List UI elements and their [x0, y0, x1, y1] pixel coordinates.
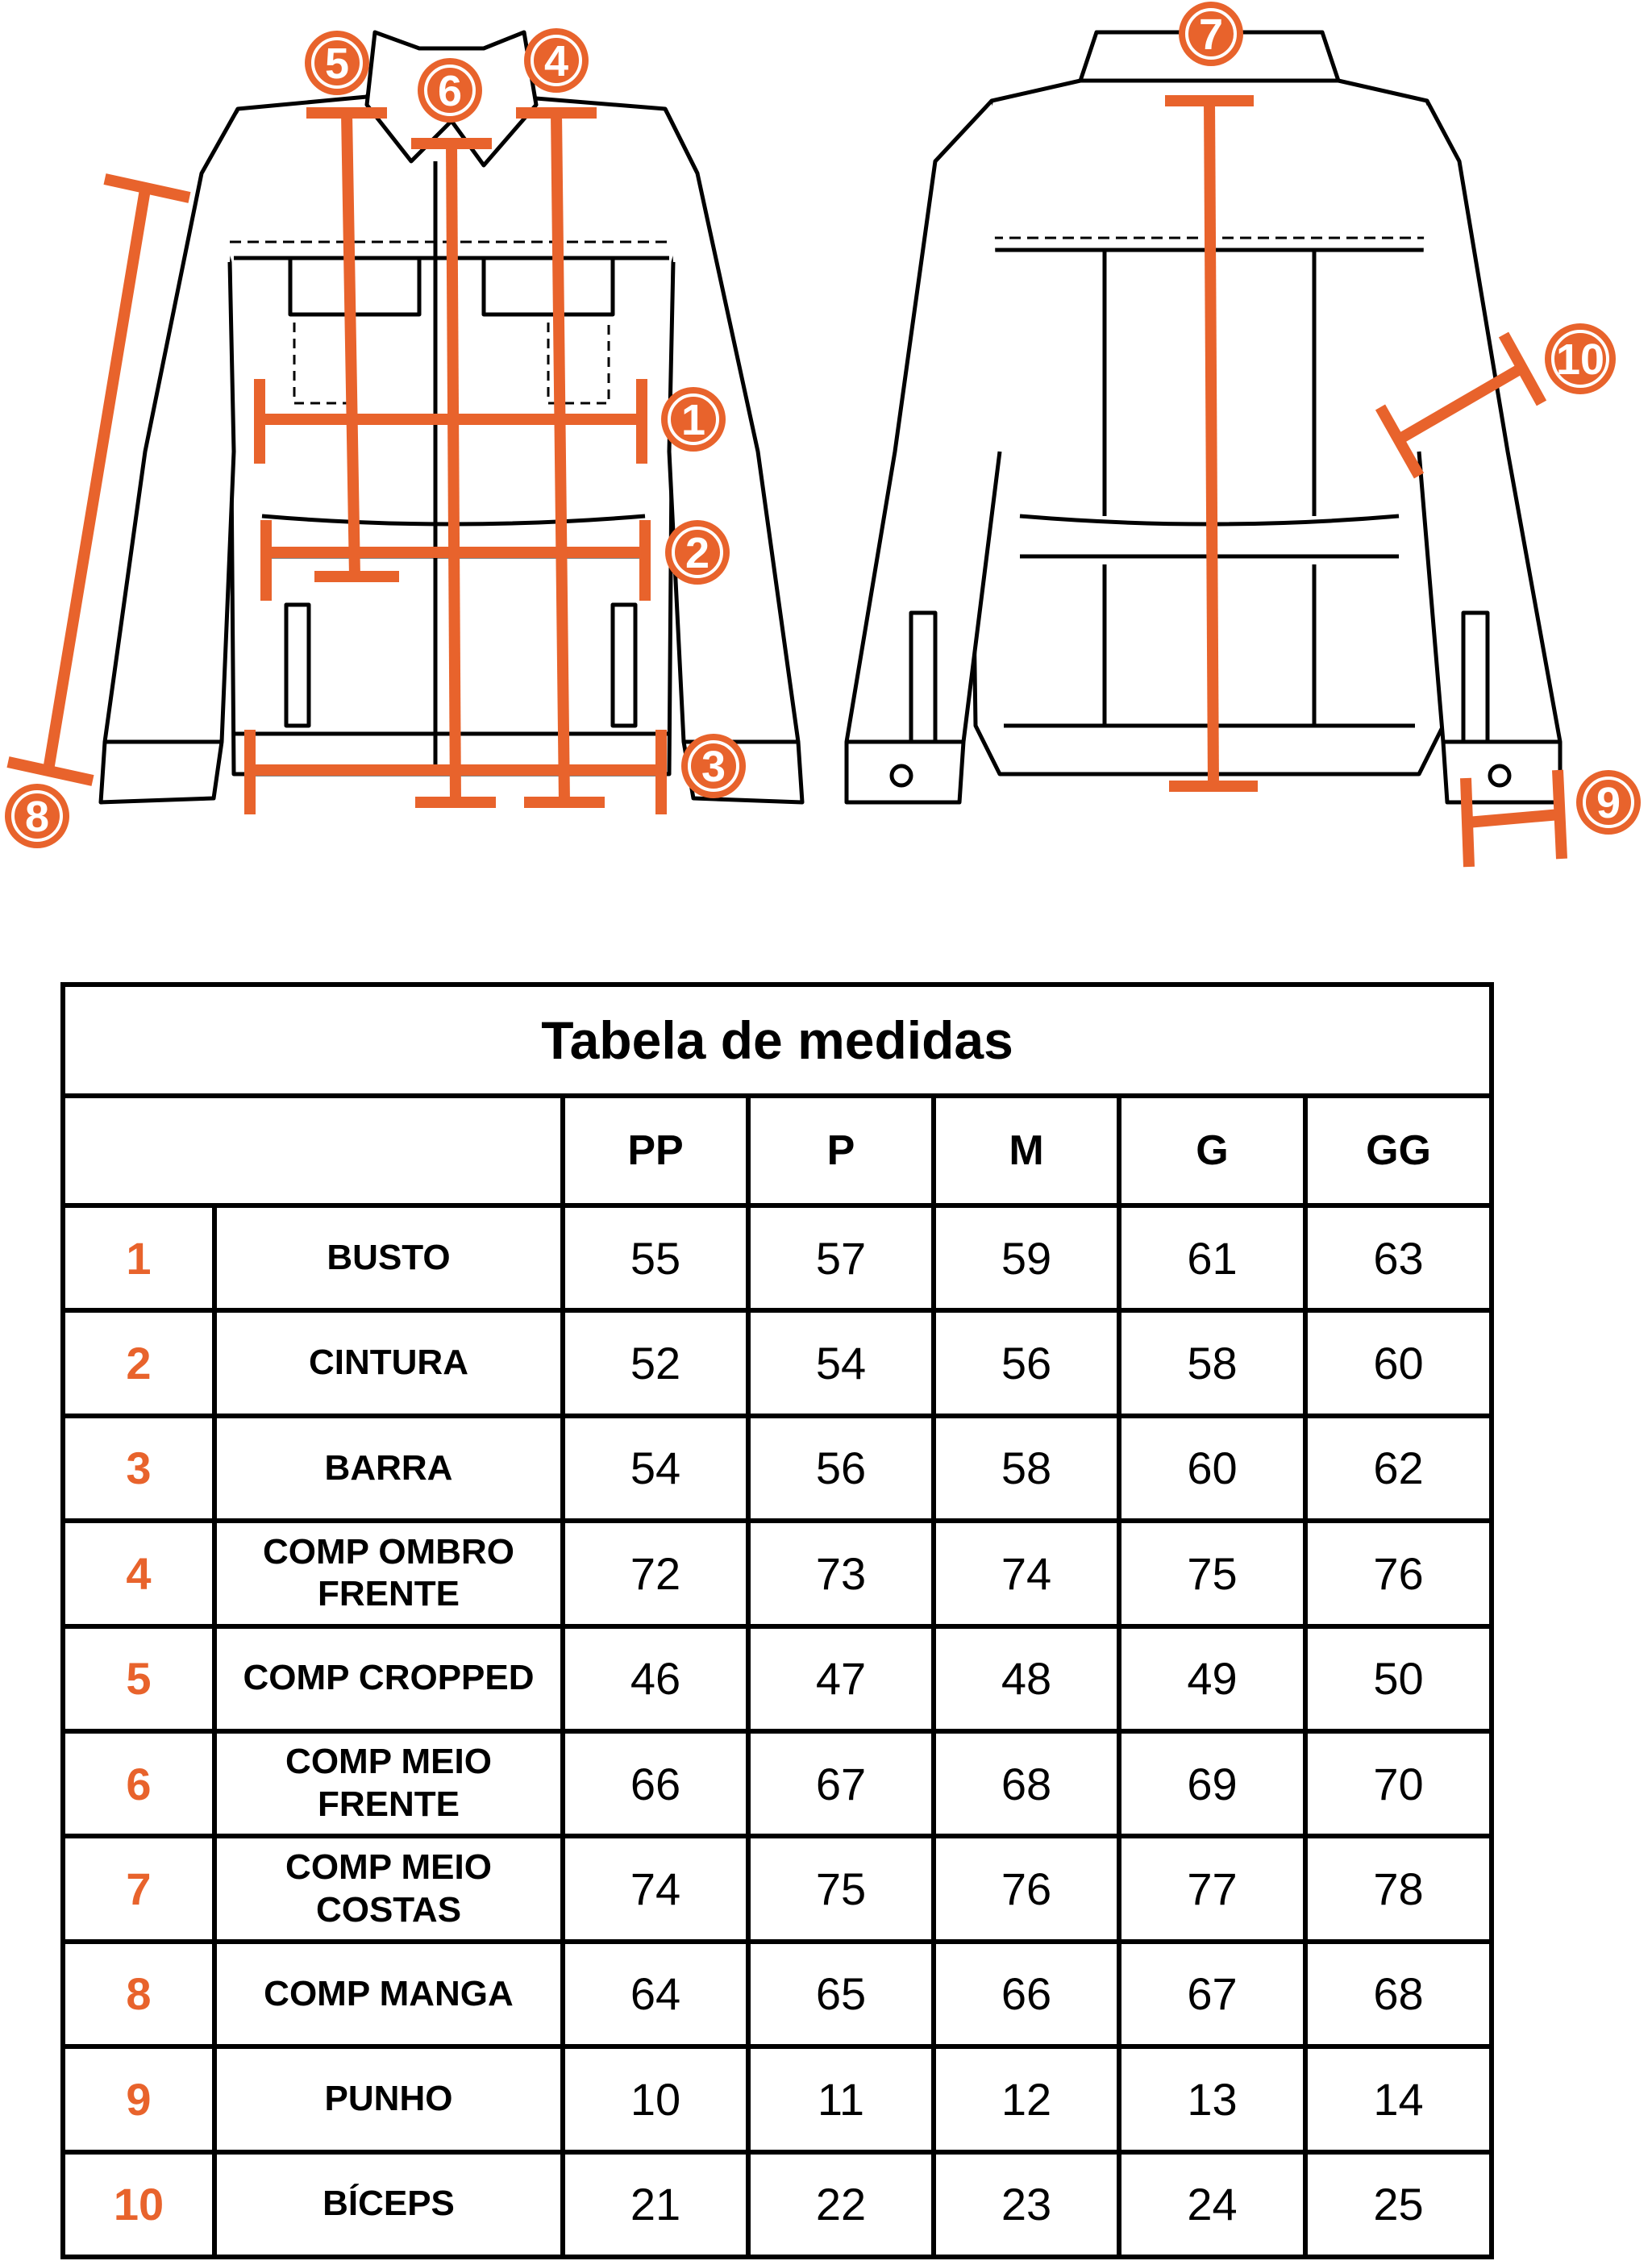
row-number: 1 [63, 1205, 214, 1310]
marker-7-label: 7 [1198, 10, 1224, 59]
value-cell: 21 [563, 2152, 748, 2257]
value-cell: 54 [748, 1310, 934, 1415]
value-cell: 48 [934, 1626, 1119, 1731]
value-cell: 56 [748, 1416, 934, 1521]
table-row [63, 1626, 1492, 1731]
jacket-measurement-diagram [0, 0, 1652, 927]
table-row [63, 2152, 1492, 2257]
value-cell: 75 [1119, 1521, 1305, 1626]
value-cell: 59 [934, 1205, 1119, 1310]
value-cell: 73 [748, 1521, 934, 1626]
value-cell: 57 [748, 1205, 934, 1310]
marker-4-label: 4 [543, 37, 569, 85]
marker-8 [5, 784, 69, 848]
size-header-g: G [1119, 1096, 1305, 1205]
value-cell: 12 [934, 2046, 1119, 2151]
marker-1-label: 1 [680, 396, 706, 444]
marker-3 [681, 734, 746, 798]
value-cell: 68 [1305, 1942, 1492, 2046]
value-cell: 60 [1119, 1416, 1305, 1521]
row-number: 4 [63, 1521, 214, 1626]
value-cell: 63 [1305, 1205, 1492, 1310]
value-cell: 10 [563, 2046, 748, 2151]
row-number: 6 [63, 1731, 214, 1836]
row-number: 5 [63, 1626, 214, 1731]
value-cell: 62 [1305, 1416, 1492, 1521]
marker-5-label: 5 [324, 40, 350, 88]
table-row [63, 1521, 1492, 1626]
value-cell: 11 [748, 2046, 934, 2151]
marker-4 [524, 28, 589, 93]
marker-6 [418, 58, 482, 123]
value-cell: 76 [934, 1836, 1119, 1941]
measurement-label: BUSTO [214, 1205, 563, 1310]
row-number: 3 [63, 1416, 214, 1521]
measurement-label: CINTURA [214, 1310, 563, 1415]
size-chart-table [60, 982, 1494, 2259]
marker-10 [1545, 323, 1616, 394]
value-cell: 23 [934, 2152, 1119, 2257]
value-cell: 54 [563, 1416, 748, 1521]
measurement-label: COMP MANGA [214, 1942, 563, 2046]
marker-9-label: 9 [1596, 779, 1621, 827]
value-cell: 46 [563, 1626, 748, 1731]
marker-3-label: 3 [701, 743, 726, 791]
size-header-p: P [748, 1096, 934, 1205]
value-cell: 74 [934, 1521, 1119, 1626]
value-cell: 65 [748, 1942, 934, 2046]
value-cell: 75 [748, 1836, 934, 1941]
marker-7 [1179, 2, 1243, 66]
table-title: Tabela de medidas [63, 985, 1492, 1096]
value-cell: 72 [563, 1521, 748, 1626]
value-cell: 60 [1305, 1310, 1492, 1415]
value-cell: 14 [1305, 2046, 1492, 2151]
measurement-label: COMP MEIO COSTAS [214, 1836, 563, 1941]
value-cell: 49 [1119, 1626, 1305, 1731]
size-header-m: M [934, 1096, 1119, 1205]
value-cell: 22 [748, 2152, 934, 2257]
table-row [63, 1310, 1492, 1415]
table-row [63, 2046, 1492, 2151]
size-header-gg: GG [1305, 1096, 1492, 1205]
marker-10-label: 10 [1555, 335, 1605, 384]
row-number: 8 [63, 1942, 214, 2046]
marker-1 [661, 387, 726, 452]
table-row [63, 1942, 1492, 2046]
value-cell: 61 [1119, 1205, 1305, 1310]
table-row [63, 1836, 1492, 1941]
marker-6-label: 6 [437, 67, 463, 115]
value-cell: 70 [1305, 1731, 1492, 1836]
value-cell: 67 [748, 1731, 934, 1836]
value-cell: 77 [1119, 1836, 1305, 1941]
value-cell: 69 [1119, 1731, 1305, 1836]
measurement-label: COMP CROPPED [214, 1626, 563, 1731]
marker-2-label: 2 [685, 529, 710, 577]
size-header-pp: PP [563, 1096, 748, 1205]
value-cell: 58 [934, 1416, 1119, 1521]
value-cell: 76 [1305, 1521, 1492, 1626]
value-cell: 47 [748, 1626, 934, 1731]
row-number: 2 [63, 1310, 214, 1415]
value-cell: 24 [1119, 2152, 1305, 2257]
marker-2 [665, 520, 730, 585]
value-cell: 56 [934, 1310, 1119, 1415]
value-cell: 58 [1119, 1310, 1305, 1415]
table-row [63, 1205, 1492, 1310]
value-cell: 64 [563, 1942, 748, 2046]
value-cell: 66 [563, 1731, 748, 1836]
value-cell: 13 [1119, 2046, 1305, 2151]
marker-9 [1576, 770, 1641, 835]
value-cell: 55 [563, 1205, 748, 1310]
row-number: 9 [63, 2046, 214, 2151]
value-cell: 66 [934, 1942, 1119, 2046]
table-row [63, 1416, 1492, 1521]
marker-8-label: 8 [24, 793, 50, 841]
value-cell: 50 [1305, 1626, 1492, 1731]
measurement-label: COMP OMBRO FRENTE [214, 1521, 563, 1626]
value-cell: 74 [563, 1836, 748, 1941]
value-cell: 67 [1119, 1942, 1305, 2046]
value-cell: 68 [934, 1731, 1119, 1836]
header-empty-cell [63, 1096, 563, 1205]
measurement-label: BARRA [214, 1416, 563, 1521]
table-row [63, 1731, 1492, 1836]
measurement-label: COMP MEIO FRENTE [214, 1731, 563, 1836]
row-number: 7 [63, 1836, 214, 1941]
measurement-label: PUNHO [214, 2046, 563, 2151]
measurement-label: BÍCEPS [214, 2152, 563, 2257]
back-jacket-sketch [847, 32, 1560, 802]
value-cell: 25 [1305, 2152, 1492, 2257]
value-cell: 52 [563, 1310, 748, 1415]
value-cell: 78 [1305, 1836, 1492, 1941]
marker-5 [305, 31, 369, 95]
row-number: 10 [63, 2152, 214, 2257]
